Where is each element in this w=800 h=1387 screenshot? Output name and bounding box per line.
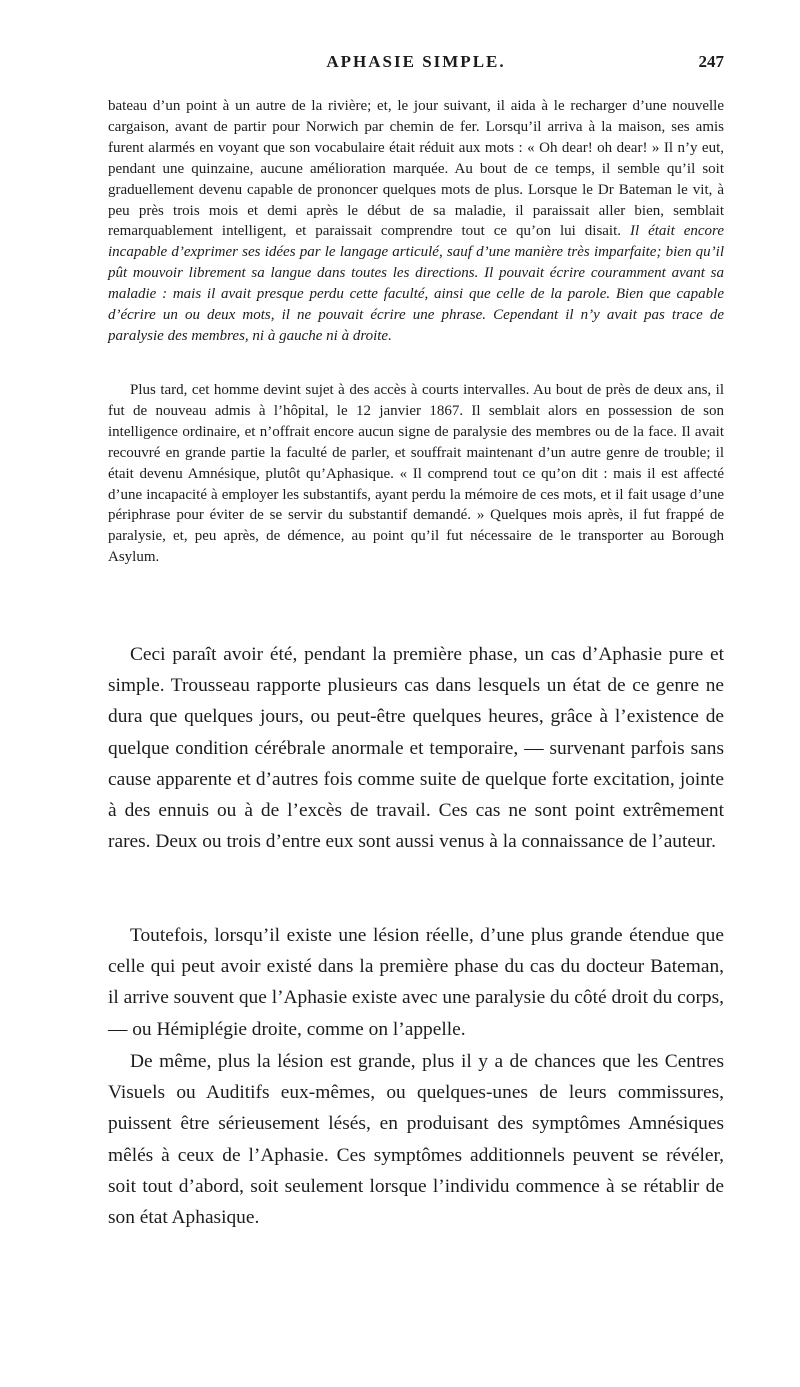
paragraph-commentary-3 [108, 1046, 724, 1233]
paragraph-case-history [108, 96, 724, 347]
commentary-text-1: Ceci paraît avoir été, pendant la première phase, un cas d’Aphasie pure et simple. Trousseau rapporte plusieurs cas dans lesquels un état de ce genre ne dura que quelques jours, ou peut-être quelques heures, grâce à l’existence de quelque condition cérébrale anormale et temporaire, — survenant parfois sans cause apparente et d’autres fois comme suite de quelque forte excitation, jointe à des ennuis ou à de l’excès de travail. Ces cas ne sont point extrêmement rares. Deux ou trois d’entre eux sont aussi venus à la connaissance de l’auteur. [108, 644, 724, 853]
paragraph-commentary-2 [108, 920, 724, 1045]
running-title: APHASIE SIMPLE. [326, 52, 506, 71]
page-header [108, 52, 724, 78]
case-text: bateau d’un point à un autre de la rivière; et, le jour suivant, il aida à le recharger d’une nouvelle cargaison, avant de partir pour Norwich par chemin de fer. Lorsqu’il arriva à la maison, ses amis furent alarmés en voyant que son vocabulaire était réduit aux mots : « Oh dear! oh dear! » Il n’y eut, pendant une quinzaine, aucune amélioration marquée. Au bout de ce temps, il semble qu’il soit graduellement devenu capable de prononcer quelques mots de plus. Lorsque le Dr Bateman le vit, à peu près trois mois et demi après le début de sa maladie, il paraissait aller bien, semblait remarquablement intelligent, et paraissait comprendre tout ce qu’on lui disait. [108, 98, 724, 240]
page-number: 247 [698, 52, 724, 71]
commentary-text-3: De même, plus la lésion est grande, plus il y a de chances que les Centres Visuels ou Auditifs eux-mêmes, ou quelques-unes de leurs commissures, puissent être sérieusement lésés, en produisant des symptômes Amnésiques mêlés à ceux de l’Aphasie. Ces symptômes additionnels peuvent se révéler, soit tout d’abord, soit seulement lorsque l’individu commence à se rétablir de son état Aphasique. [108, 1051, 724, 1229]
paragraph-commentary-1 [108, 639, 724, 857]
paragraph-later-history [108, 380, 724, 568]
case-text-italic: Il était encore incapable d’exprimer ses idées par le langage articulé, sauf d’une manière très imparfaite; bien qu’il pût mouvoir librement sa langue dans toutes les directions. Il pouvait écrire couramment avant sa maladie : mais il avait presque perdu cette faculté, ainsi que celle de la parole. Bien que capable d’écrire un ou deux mots, il ne pouvait écrire une phrase. Cependant il n’y avait pas trace de paralysie des membres, ni à gauche ni à droite. [108, 223, 724, 344]
commentary-text-2: Toutefois, lorsqu’il existe une lésion réelle, d’une plus grande étendue que celle qui peut avoir existé dans la première phase du cas du docteur Bateman, il arrive souvent que l’Aphasie existe avec une paralysie du côté droit du corps, — ou Hémiplégie droite, comme on l’appelle. [108, 925, 724, 1040]
later-history-text: Plus tard, cet homme devint sujet à des accès à courts intervalles. Au bout de près de deux ans, il fut de nouveau admis à l’hôpital, le 12 janvier 1867. Il semblait alors en possession de son intelligence ordinaire, et n’offrait encore aucun signe de paralysie des membres ou de la face. Il avait recouvré en grande partie la faculté de parler, et souffrait maintenant d’un autre genre de trouble; il était devenu Amnésique, plutôt qu’Aphasique. « Il comprend tout ce qu’on dit : mais il est affecté d’une incapacité à employer les substantifs, ayant perdu la mémoire de ces mots, et il fait usage d’une périphrase pour éviter de se servir du substantif demandé. » Quelques mois après, il fut frappé de paralysie, et, peu après, de démence, au point qu’il fut nécessaire de le transporter au Borough Asylum. [108, 382, 724, 566]
